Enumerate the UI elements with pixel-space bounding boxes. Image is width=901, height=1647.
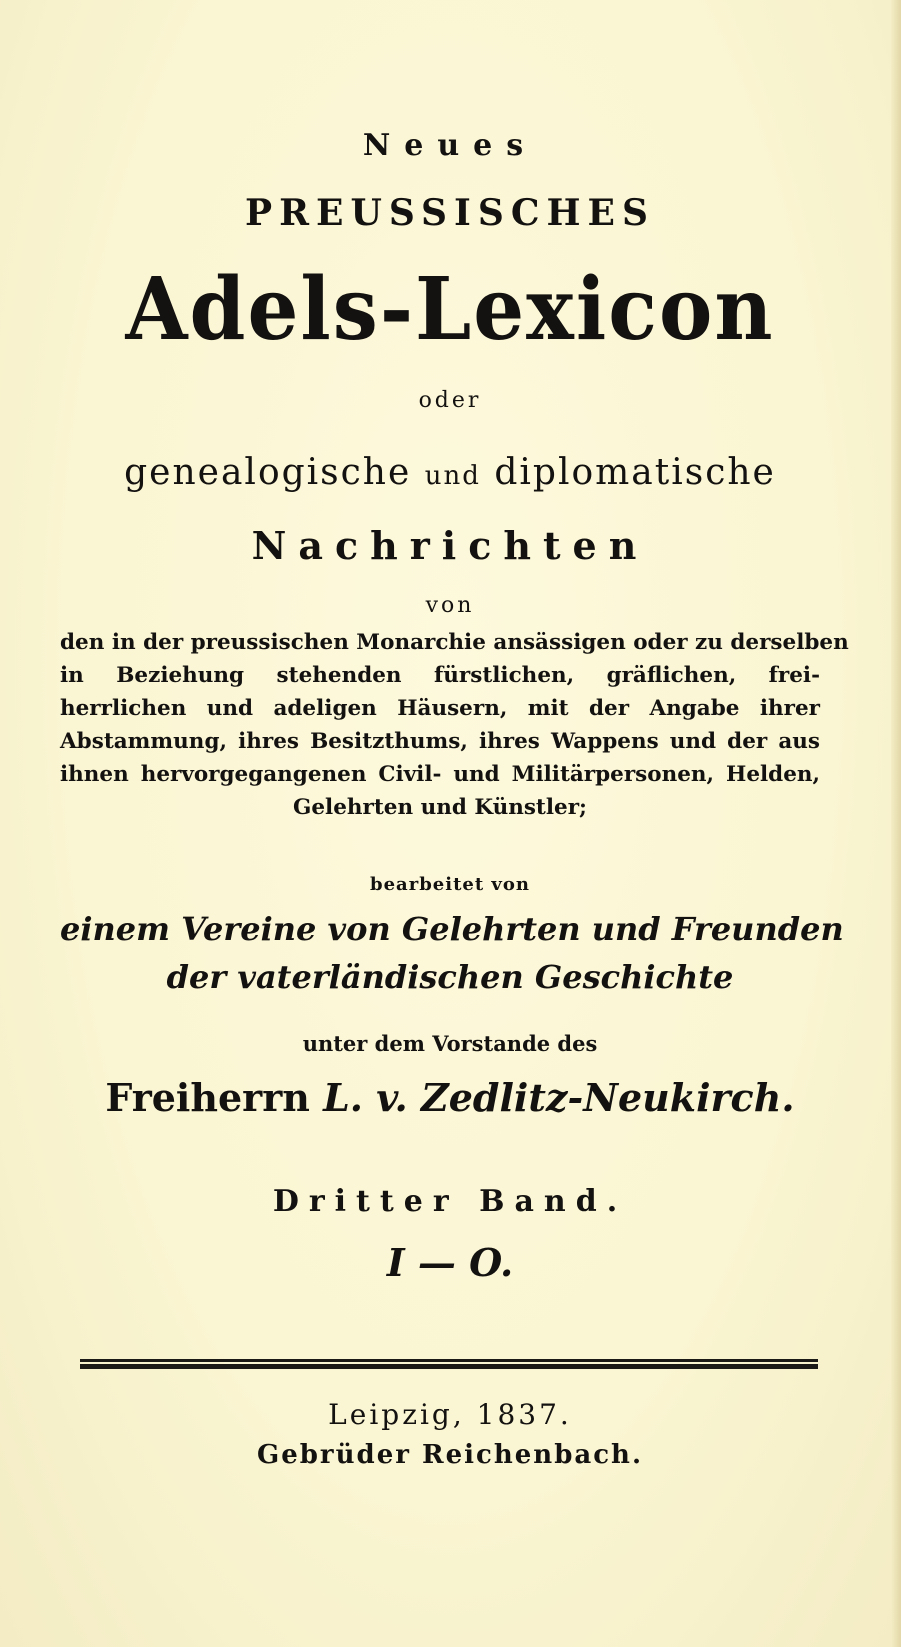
subtitle-genealogische: [60, 452, 840, 493]
connector-oder: oder: [418, 388, 482, 413]
heading-preussisches: PREUSSISCHES: [245, 192, 655, 234]
volume-range: I — O.: [386, 1240, 514, 1285]
subtitle-word-diplomatische: diplomatische: [494, 452, 776, 493]
description-line: ihnen hervorgegangenen Civil- und Militärpersonen, Helden,: [60, 762, 820, 787]
description-line: in Beziehung stehenden fürstlichen, gräflichen, frei-: [60, 663, 820, 688]
divider-thick: [80, 1364, 818, 1369]
society-line-1: einem Vereine von Gelehrten und Freunden: [60, 910, 844, 948]
heading-nachrichten: Nachrichten: [251, 523, 649, 568]
editor-title: Freiherrn: [105, 1075, 310, 1120]
edited-by-label: bearbeitet von: [370, 874, 530, 895]
imprint-publisher: Gebrüder Reichenbach.: [256, 1440, 644, 1470]
divider-thin: [80, 1359, 818, 1362]
society-line-2: der vaterländischen Geschichte: [166, 958, 734, 996]
editor-surname: L. v. Zedlitz-Neukirch.: [323, 1075, 795, 1120]
editor-name: [60, 1075, 840, 1120]
subtitle-word-genealogische: genealogische: [124, 452, 412, 493]
subtitle-word-und: und: [424, 461, 481, 491]
connector-von: von: [425, 593, 475, 618]
page-edge: [891, 0, 901, 1647]
description-line: Gelehrten und Künstler;: [293, 795, 587, 820]
description-line: den in der preussischen Monarchie ansässigen oder zu derselben: [60, 630, 849, 655]
main-title: Adels-Lexicon: [125, 258, 775, 360]
volume-label: Dritter Band.: [272, 1184, 628, 1219]
description-line: Abstammung, ihres Besitzthums, ihres Wappens und der aus: [60, 729, 820, 754]
direction-label: unter dem Vorstande des: [302, 1031, 598, 1056]
heading-neues: Neues: [362, 128, 538, 163]
description-paragraph: [60, 626, 849, 824]
description-line: herrlichen und adeligen Häusern, mit der Angabe ihrer: [60, 696, 820, 721]
imprint-place-year: Leipzig, 1837.: [328, 1398, 572, 1431]
